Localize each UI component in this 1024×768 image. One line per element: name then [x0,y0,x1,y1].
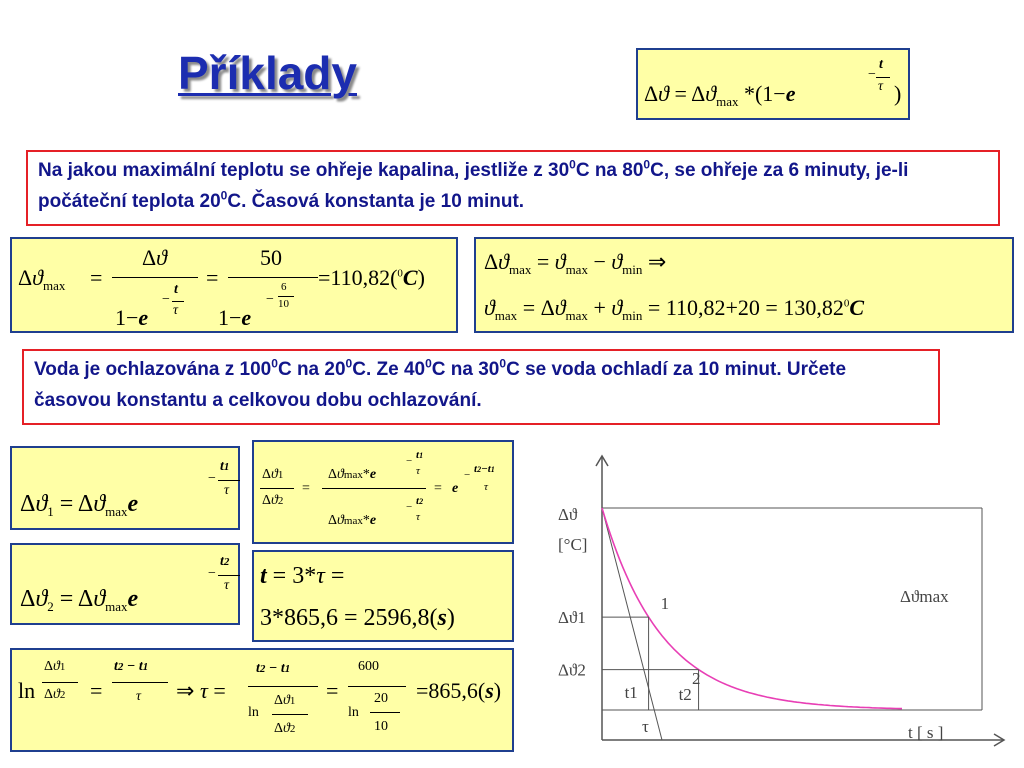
general-formula: $\Delta ϑ = \Delta ϑ_{max}$ *(1−e [644,81,796,109]
time-line2: 3*865,6 = 2596,8(s) [260,605,455,631]
curve-label-1: 1 [660,594,670,614]
ylabel-symbol: Δϑ [558,505,578,524]
f1-exp-num: 6 [281,281,287,293]
problem1-text: Na jakou maximální teplotu se ohřeje kapalina, jestliže z $30^0C$ na $80^0C$, se ohřeje za 6 minuty, je-li počáteční teplota $20^0C$. Časová konstanta je 10 minut. [26,150,1000,226]
f2-line2: $ϑ_{max} = \Delta ϑ_{max} + ϑ_{min} = 110,82+20 = 130,82^0C$ [484,295,865,323]
f1-result: =110,82($^0$C) [318,265,425,290]
xtick-t1: t1 [624,683,638,702]
page-title: Příklady [178,47,357,99]
f1-numerator: 50 [260,245,282,270]
formula-box-1: $\Delta ϑ_{max}$ = Δϑ 1−e − t τ = 50 1−e − 6 10 =110,82($^0$C) [10,237,458,333]
cooling-curve [602,508,902,709]
curve-label-2: 2 [692,668,701,688]
ln-result: =865,6(s) [416,678,502,703]
f2-line1: $\Delta ϑ_{max} = ϑ_{max} - ϑ_{min}$ ⇒ [484,249,667,277]
time-line1: t = 3*τ = [260,563,345,589]
f1-exp-den: 10 [278,298,289,310]
ln-formula-box: ln Δϑ1 Δϑ2 = t2 − t1 τ ⇒ τ = t2 − t1 ln Δϑ1 Δϑ2 = 600 ln 20 10 =865,6(s) [10,648,514,752]
general-formula-box: $\Delta ϑ = \Delta ϑ_{max}$ *(1−e − t τ ) [636,48,910,120]
ln-600: 600 [358,659,379,674]
cooling-chart [552,448,1014,748]
max-label: Δϑmax [900,587,949,606]
xtick-tau: τ [642,717,649,736]
time-formula-box [252,550,514,642]
formula-delta1: $\Delta ϑ_1 = \Delta ϑ_{max}e$ − t1 τ [10,446,240,530]
ytick-delta1: Δϑ1 [558,608,586,628]
xlabel: t [ s ] [908,723,944,742]
problem2-text: Voda je ochlazována z $100^0C$ na $20^0C$. Ze $40^0C$ na $30^0C$ se voda ochladí za 10 minut. Určete časovou konstantu a celkovou dobu ochlazování. [22,349,940,425]
formula-delta2: $\Delta ϑ_2 = \Delta ϑ_{max}e$ − t2 τ [10,543,240,625]
xtick-t2: t2 [678,685,692,704]
ln-20: 20 [374,691,388,706]
ylabel-unit: [°C] [558,535,588,554]
ratio-formula-box: Δϑ1 Δϑ2 = Δϑmax*e Δϑmax*e − t1 τ − t2 τ = e − t2−t1 τ [252,440,514,544]
formula-box-2 [474,237,1014,333]
ln-10: 10 [374,719,388,734]
ytick-delta2: Δϑ2 [558,660,586,680]
